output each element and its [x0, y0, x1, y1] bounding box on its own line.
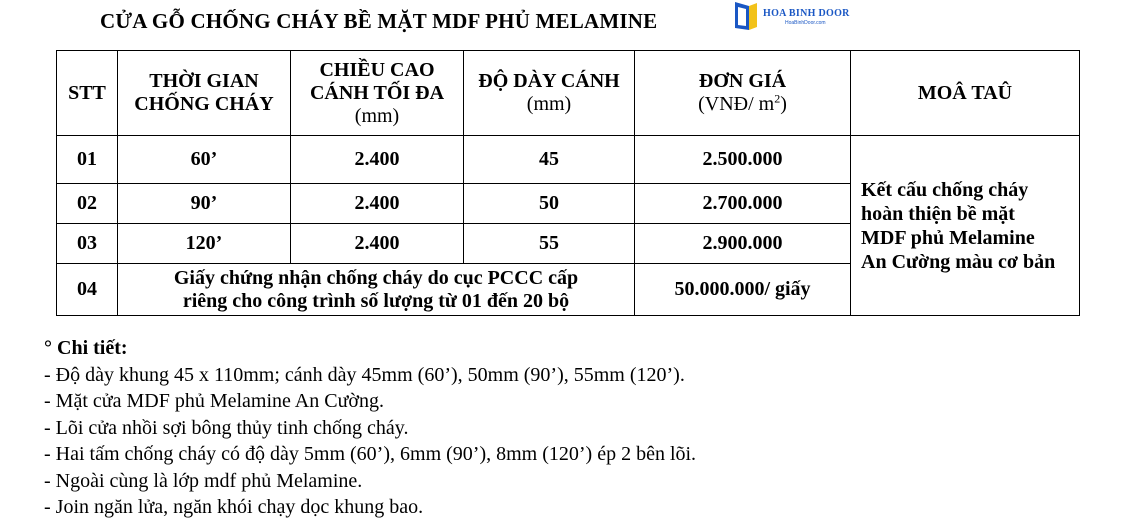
header-unit-price: ĐƠN GIÁ (VNĐ/ $m^2$) — [635, 51, 851, 136]
cell-description: Kết cấu chống cháy hoàn thiện bề mặt MDF phủ Melamine An Cường màu cơ bản — [851, 136, 1080, 316]
cell-stt: 04 — [57, 264, 118, 316]
cell-certificate-text: Giấy chứng nhận chống cháy do cục PCCC cấp riêng cho công trình số lượng từ 01 đến 20 bộ — [118, 264, 635, 316]
details-item: - Ngoài cùng là lớp mdf phủ Melamine. — [44, 469, 363, 492]
table-row — [57, 136, 1080, 184]
hoa-binh-door-logo — [733, 0, 853, 32]
price-table — [56, 50, 1080, 316]
cell-height: 2.400 — [291, 184, 464, 224]
details-item: - Lõi cửa nhồi sợi bông thủy tinh chống cháy. — [44, 416, 409, 439]
cell-stt: 01 — [57, 136, 118, 184]
cell-stt: 02 — [57, 184, 118, 224]
details-item: - Hai tấm chống cháy có độ dày 5mm (60’), 6mm (90’), 8mm (120’) ép 2 bên lõi. — [44, 443, 697, 465]
page-title: CỬA GỖ CHỐNG CHÁY BỀ MẶT MDF PHỦ MELAMINE — [100, 9, 658, 33]
cell-thickness: 55 — [464, 224, 635, 264]
logo-name: HOA BINH DOOR — [763, 8, 850, 19]
cell-price: 2.700.000 — [635, 184, 851, 224]
cell-height: 2.400 — [291, 224, 464, 264]
cell-fire-time: 60’ — [118, 136, 291, 184]
cell-stt: 03 — [57, 224, 118, 264]
cell-price: 2.900.000 — [635, 224, 851, 264]
header-fire-time: THỜI GIAN CHỐNG CHÁY — [118, 51, 291, 136]
cell-height: 2.400 — [291, 136, 464, 184]
cell-fire-time: 120’ — [118, 224, 291, 264]
details-item: - Join ngăn lửa, ngăn khói chạy dọc khung bao. — [44, 496, 424, 518]
header-stt: STT — [57, 51, 118, 136]
details-heading: ° Chi tiết: — [44, 337, 128, 359]
details-section — [44, 335, 696, 521]
header-description: MOÂ TAÛ — [851, 51, 1080, 136]
details-item: - Mặt cửa MDF phủ Melamine An Cường. — [44, 390, 384, 412]
door-logo-icon — [733, 0, 761, 32]
cell-thickness: 50 — [464, 184, 635, 224]
cell-price: 2.500.000 — [635, 136, 851, 184]
table-header-row — [57, 51, 1080, 136]
header-max-height: CHIỀU CAO CÁNH TỐI ĐA (mm) — [291, 51, 464, 136]
logo-website: HoaBinhDoor.com — [785, 20, 826, 26]
details-item: - Độ dày khung 45 x 110mm; cánh dày 45mm (60’), 50mm (90’), 55mm (120’). — [44, 363, 685, 386]
cell-fire-time: 90’ — [118, 184, 291, 224]
cell-thickness: 45 — [464, 136, 635, 184]
cell-certificate-price: 50.000.000/ giấy — [635, 264, 851, 316]
header-thickness: ĐỘ DÀY CÁNH (mm) — [464, 51, 635, 136]
